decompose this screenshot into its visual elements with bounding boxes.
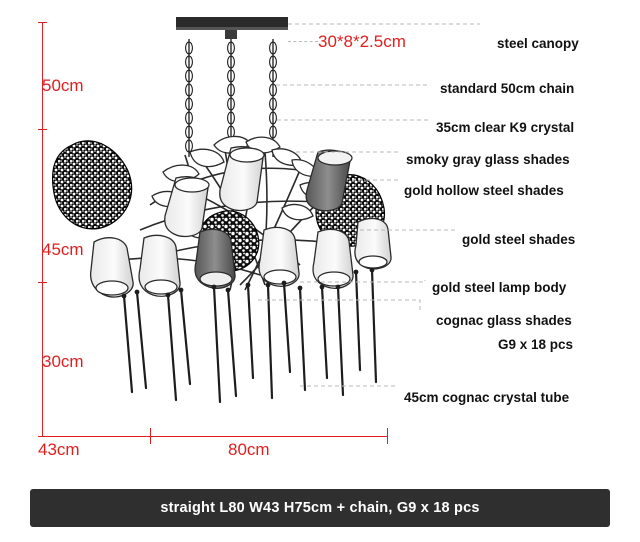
callout-gold-hollow-steel-shades: gold hollow steel shades — [404, 183, 564, 198]
callout-k9-crystal: 35cm clear K9 crystal — [436, 120, 575, 135]
steel-canopy — [176, 17, 288, 39]
tick-top — [38, 22, 47, 23]
callout-gold-steel-lamp-body: gold steel lamp body — [432, 280, 567, 295]
tick-50 — [38, 129, 47, 130]
dim-depth: 43cm — [38, 440, 80, 459]
dim-canopy-size: 30*8*2.5cm — [318, 32, 406, 51]
callout-cognac-glass-shades: cognac glass shades — [436, 313, 572, 328]
tick-45 — [38, 282, 47, 283]
caption-bar — [30, 489, 610, 527]
callout-steel-canopy: steel canopy — [497, 36, 579, 51]
callout-g9-bulbs: G9 x 18 pcs — [498, 337, 574, 352]
callout-standard-chain: standard 50cm chain — [440, 81, 575, 96]
bottom-dim-start-tick — [150, 428, 151, 444]
dim-height-bottom: 30cm — [42, 352, 84, 371]
dim-height-top: 50cm — [42, 76, 84, 95]
canopy-dim-leader — [288, 41, 318, 42]
bottom-dim-end-tick — [387, 428, 388, 444]
dim-width: 80cm — [228, 440, 270, 459]
callout-cognac-crystal-tube: 45cm cognac crystal tube — [404, 390, 570, 405]
callout-smoky-gray-glass-shades: smoky gray glass shades — [406, 152, 570, 167]
caption-text: straight L80 W43 H75cm + chain, G9 x 18 pcs — [160, 500, 480, 516]
bottom-dimension-line — [42, 436, 387, 437]
dim-height-mid: 45cm — [42, 240, 84, 259]
callout-gold-steel-shades: gold steel shades — [462, 232, 576, 247]
